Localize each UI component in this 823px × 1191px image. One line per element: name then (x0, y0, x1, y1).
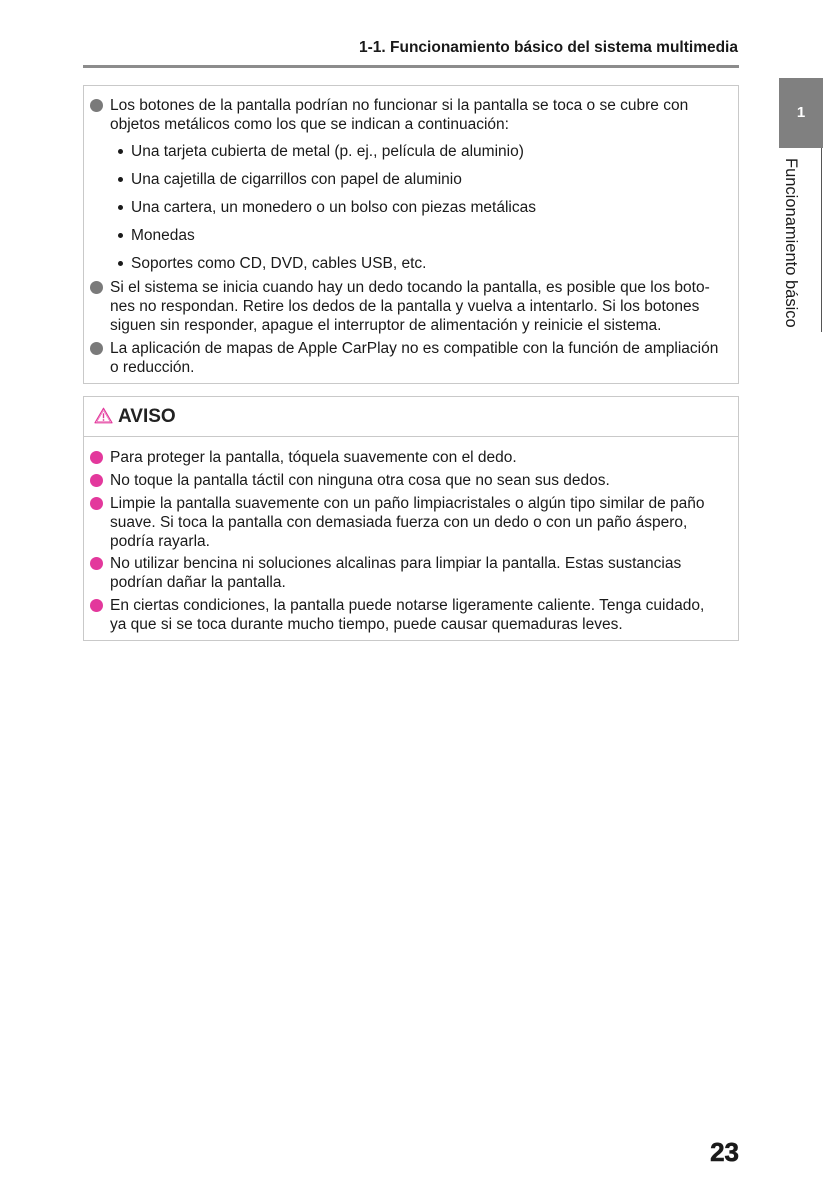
warning-item (84, 494, 738, 551)
warning-triangle-icon (94, 407, 113, 424)
sub-list-item (110, 142, 738, 161)
warning-item (84, 554, 738, 592)
sub-list-item-text: Una cajetilla de cigarrillos con papel de aluminio (131, 170, 462, 188)
sub-list-item-text: Soportes como CD, DVD, cables USB, etc. (131, 254, 427, 272)
info-item-line: o reducción. (110, 358, 195, 376)
chapter-number: 1 (796, 104, 806, 121)
warning-title: AVISO (118, 406, 176, 427)
warning-item-line: No utilizar bencina ni soluciones alcalinas para limpiar la pantalla. Estas sustancias (110, 554, 682, 572)
info-item-line: objetos metálicos como los que se indican a continuación: (110, 115, 509, 133)
info-item-line: Los botones de la pantalla podrían no funcionar si la pantalla se toca o se cubre con (110, 96, 689, 114)
warning-item (84, 471, 738, 490)
warning-item-line: suave. Si toca la pantalla con demasiada fuerza con un dedo o con un paño áspero, (110, 513, 688, 531)
warning-item-line: Limpie la pantalla suavemente con un paño limpiacristales o algún tipo similar de paño (110, 494, 705, 512)
chapter-edge-line (821, 148, 822, 332)
warning-item-line: No toque la pantalla táctil con ninguna otra cosa que no sean sus dedos. (110, 471, 610, 489)
sub-list-item-text: Monedas (131, 226, 195, 244)
pink-circle-bullet-icon (90, 599, 103, 612)
info-item-line: La aplicación de mapas de Apple CarPlay no es compatible con la función de ampliación (110, 339, 719, 357)
page-number: 23 (710, 1137, 739, 1167)
chapter-tab (779, 78, 823, 148)
info-item-line: siguen sin responder, apague el interruptor de alimentación y reinicie el sistema. (110, 316, 662, 334)
info-item-line: Si el sistema se inicia cuando hay un dedo tocando la pantalla, es posible que los boto- (110, 278, 710, 296)
sub-list-item-text: Una tarjeta cubierta de metal (p. ej., película de aluminio) (131, 142, 524, 160)
info-item (84, 96, 738, 273)
warning-body (84, 437, 738, 634)
sub-list-item (110, 226, 738, 245)
chapter-title: Funcionamiento básico (782, 158, 800, 328)
grey-circle-bullet-icon (90, 342, 103, 355)
pink-circle-bullet-icon (90, 497, 103, 510)
header-rule (83, 65, 739, 68)
warning-item (84, 596, 738, 634)
warning-item-line: Para proteger la pantalla, tóquela suavemente con el dedo. (110, 448, 517, 466)
grey-circle-bullet-icon (90, 99, 103, 112)
small-bullet-icon (118, 261, 123, 266)
pink-circle-bullet-icon (90, 474, 103, 487)
warning-item-line: podrían dañar la pantalla. (110, 573, 286, 591)
sub-list (110, 142, 738, 273)
warning-item-line: ya que si se toca durante mucho tiempo, puede causar quemaduras leves. (110, 615, 623, 633)
info-item-line: nes no respondan. Retire los dedos de la pantalla y vuelva a intentarlo. Si los botones (110, 297, 700, 315)
warning-item-line: podría rayarla. (110, 532, 210, 550)
small-bullet-icon (118, 177, 123, 182)
info-item (84, 278, 738, 335)
pink-circle-bullet-icon (90, 451, 103, 464)
sub-list-item (110, 170, 738, 189)
small-bullet-icon (118, 149, 123, 154)
sub-list-item-text: Una cartera, un monedero o un bolso con piezas metálicas (131, 198, 536, 216)
pink-circle-bullet-icon (90, 557, 103, 570)
warning-item (84, 448, 738, 467)
warning-header (84, 397, 738, 437)
info-item (84, 339, 738, 377)
small-bullet-icon (118, 205, 123, 210)
info-box (83, 85, 739, 384)
warning-item-line: En ciertas condiciones, la pantalla puede notarse ligeramente caliente. Tenga cuidado, (110, 596, 705, 614)
sub-list-item (110, 198, 738, 217)
section-title: 1-1. Funcionamiento básico del sistema multimedia (359, 39, 738, 56)
small-bullet-icon (118, 233, 123, 238)
warning-box (83, 396, 739, 641)
sub-list-item (110, 254, 738, 273)
grey-circle-bullet-icon (90, 281, 103, 294)
